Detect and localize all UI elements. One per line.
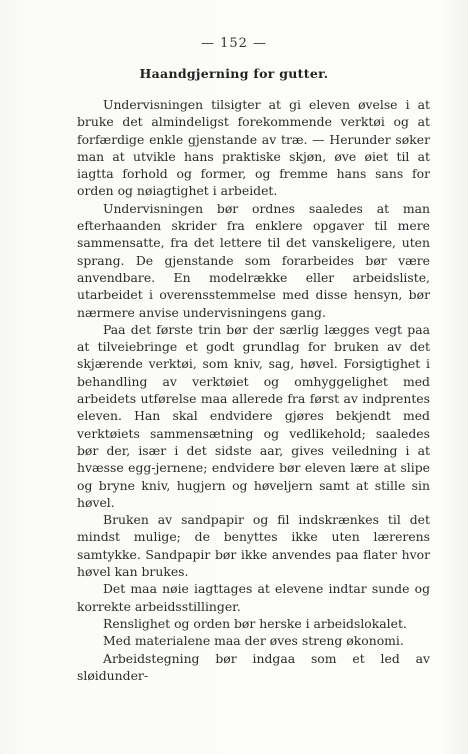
paragraph: Med materialene maa der øves streng økonomi. [103, 633, 404, 649]
paragraph: Renslighet og orden bør herske i arbeidslokalet. [103, 615, 407, 631]
paragraph: Undervisningen bør ordnes saaledes at man efterhaanden skrider fra enklere opgaver til mere sammensatte, fra det lettere til det vanskeligere, uten sprang. De gjenstande som forarbeides bør være anvendbare. En modelrække eller arbeidsliste, utarbeidet i overensstemmelse med disse hensyn, bør nærmere anvise undervisningens gang. [77, 200, 430, 320]
paragraph: Undervisningen tilsigter at gi eleven øvelse i at bruke det almindeligst forekommende verktøi og at forfærdige enkle gjenstande av træ. — Herunder søker man at utvikle hans praktiske skjøn, øve øiet til at iagtta forhold og former, og fremme hans sans for orden og nøiagtighet i arbeidet. [77, 97, 430, 199]
paragraph: Paa det første trin bør der særlig lægges vegt paa at tilveiebringe et godt grundlag for bruken av det skjærende verktøi, som kniv, sag, høvel. Forsigtighet i behandling av verktøiet og omhyggelighet med arbeidets utførelse maa allerede fra først av indprentes eleven. Han skal endvidere gjøres bekjendt med verktøiets sammensætning og vedlikehold; saaledes bør der, især i det sidste aar, gives veiledning i at hvæsse egg-jernene; endvidere bør eleven lære at slipe og bryne kniv, hugjern og høveljern samt at stille sin høvel. [77, 321, 430, 510]
paragraph: Arbeidstegning bør indgaa som et led av sløidunder- [77, 650, 430, 683]
paragraph: Bruken av sandpapir og fil indskrænkes til det mindst mulige; de benyttes ikke uten lærerens samtykke. Sandpapir bør ikke anvendes paa flater hvor høvel kan brukes. [77, 512, 430, 580]
paragraph: Det maa nøie iagttages at elevene indtar sunde og korrekte arbeidsstillinger. [77, 581, 430, 614]
section-heading: Haandgjerning for gutter. [139, 66, 329, 81]
body-text [77, 96, 430, 684]
page-number: — 152 — [200, 36, 268, 51]
